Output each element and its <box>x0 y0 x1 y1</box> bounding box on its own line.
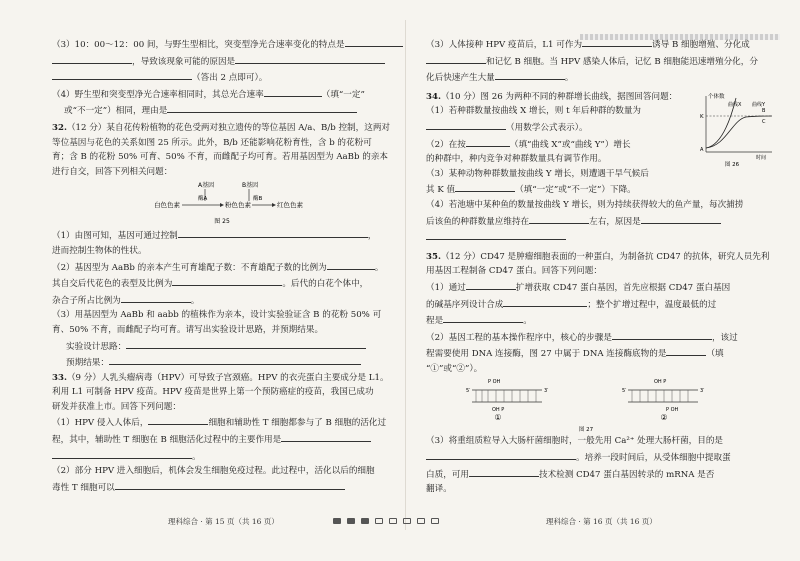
answer-blank[interactable] <box>235 53 385 64</box>
figure-27-caption: 图 27 <box>578 427 594 434</box>
arrowhead <box>272 203 276 207</box>
answer-blank[interactable] <box>582 36 652 47</box>
enzyme-b-label: 酶B <box>253 196 263 203</box>
figure-26-caption: 图 26 <box>724 161 740 168</box>
fragment-1-marker: ① <box>494 413 502 423</box>
dna-fragment-diagram <box>426 376 776 434</box>
point-b-label: B <box>762 107 766 114</box>
answer-blank[interactable] <box>115 479 345 490</box>
answer-blank[interactable] <box>109 354 361 365</box>
k-label: K <box>700 113 704 120</box>
answer-blank[interactable] <box>495 69 565 80</box>
point-a-label: A <box>700 146 704 153</box>
figure-25-caption: 图 25 <box>214 218 230 226</box>
x-axis-label: 时间 <box>756 154 767 161</box>
question-31-continued: （3）10：00～12：00 间，与野生型相比，突变型净光合速率变化的特点是 ，导致该现象可能的原因是 （答出 2 点即可）。 （4）野生型和突变型净光合速率相同时，其总光合速率 （填“一定” 或“不一定”）相同，理由是 <box>52 36 404 119</box>
left-page-column <box>52 36 404 495</box>
pigment-pathway-diagram <box>52 179 404 227</box>
question-32: 32.（12 分）某自花传粉植物的花色受两对独立遗传的等位基因 A/a、B/b 控制，这两对 等位基因与花色的关系如图 25 所示。此外，B/b 还能影响花粉育性，含 b 的花粉可 育；含 B 的花粉 50% 可育、50% 不育，而雌配子均可育。若用基因型为 AaBb 的亲本 进行自交，回答下列相关问题： A基因 B基因 酶A 酶B 白色色素 粉色色素 红色色素 图 25 （1）由图可知，基因可通过控制 ， 进而控制生物体的性状。 （2）基因型为 AaBb 的亲本产生可育雄配子数：不育雄配子数的比例为 。 其自交后代花色的表型及比例为 。后代的白花个体中， 杂合子所占比例为 。 （3）用基因型为 AaBb 和 aabb 的植株作为亲本，设计实验验证含 B 的花粉 50% 可 育、50% 不育，而雌配子均可育。请写出实验设计思路，并预期结果。 实验设计思路： 预期结果： <box>52 121 404 371</box>
answer-blank[interactable] <box>666 345 706 356</box>
page-divider <box>405 20 406 530</box>
page-dot <box>333 518 341 524</box>
footer-right: 理科综合 · 第 16 页（共 16 页） <box>546 517 657 526</box>
white-pigment-label: 白色色素 <box>154 201 180 210</box>
point-c-label: C <box>762 118 766 125</box>
answer-blank[interactable] <box>126 338 366 349</box>
page-dot <box>417 518 425 524</box>
answer-blank[interactable] <box>52 53 132 64</box>
answer-blank[interactable] <box>443 312 523 323</box>
figure-25 <box>52 179 404 227</box>
answer-blank[interactable] <box>52 69 192 80</box>
answer-blank[interactable] <box>529 213 589 224</box>
gene-b-label: B基因 <box>242 182 259 190</box>
label-p-oh-2: P OH <box>666 407 679 414</box>
page-dot <box>403 518 411 524</box>
label-oh-p-1: OH P <box>492 407 505 414</box>
figure-26 <box>696 90 776 168</box>
page-dot <box>347 518 355 524</box>
question-34: 个体数 曲线X 曲线Y K A B C 时间 图 26 34.（10 分）图 26 为两种不同的种群增长曲线，据图回答问题： （1）若种群数量按曲线 X 增长，则 t 年后种群的数量为 （用数学公式表示）。 （2）在按 （填“曲线 X”或“曲线 Y”）增长 的种群中，种内竞争对种群数量具有调节作用。 （3）某种动物种群数量按曲线 Y 增长，则遭遇干旱气候后 其 K 值 （填“一定”或“不一定”）下降。 （4）若池塘中某种鱼的数量按曲线 Y 增长，则为持续获得较大的鱼产量，每次捕捞 后该鱼的种群数量应维持在 左右，原因是 <box>426 90 776 246</box>
curve-x-label: 曲线X <box>728 101 742 108</box>
answer-blank[interactable] <box>178 227 368 238</box>
y-axis-label: 个体数 <box>708 93 725 100</box>
page-dot <box>431 518 439 524</box>
label-5prime: 5′ <box>466 388 471 395</box>
footer-left: 理科综合 · 第 15 页（共 16 页） <box>168 517 279 526</box>
label-p-oh-1: P OH <box>488 379 501 386</box>
fragment-2-marker: ② <box>660 413 668 423</box>
question-33: 33.（9 分）人乳头瘤病毒（HPV）可导致子宫颈癌。HPV 的衣壳蛋白主要成分是 L1。 利用 L1 可制备 HPV 疫苗。HPV 疫苗是世界上第一个预防癌症的疫苗，我国已成功 研发并获准上市。回答下列问题： （1）HPV 侵入人体后， 细胞和辅助性 T 细胞都参与了 B 细胞的活化过 程，其中，辅助性 T 细胞在 B 细胞活化过程中的主要作用是 。 （2）部分 HPV 进入细胞后，机体会发生细胞免疫过程。此过程中，活化以后的细胞 毒性 T 细胞可以 <box>52 372 389 493</box>
arrowhead <box>220 203 224 207</box>
answer-blank[interactable] <box>426 449 576 460</box>
page-dot <box>389 518 397 524</box>
answer-blank[interactable] <box>281 431 371 442</box>
label-oh-p-2: OH P <box>654 379 667 386</box>
answer-blank[interactable] <box>426 229 566 240</box>
answer-blank[interactable] <box>426 119 506 130</box>
answer-blank[interactable] <box>327 259 375 270</box>
answer-blank[interactable] <box>466 136 510 147</box>
page-dot <box>375 518 383 524</box>
right-page-column <box>426 36 776 497</box>
red-pigment-label: 红色色素 <box>277 201 303 210</box>
answer-blank[interactable] <box>52 448 192 459</box>
answer-blank[interactable] <box>172 275 282 286</box>
answer-blank[interactable] <box>167 102 357 113</box>
answer-blank[interactable] <box>612 329 712 340</box>
population-growth-chart <box>696 90 776 168</box>
answer-blank[interactable] <box>503 296 587 307</box>
label-3prime-2: 3′ <box>700 388 705 395</box>
enzyme-a-label: 酶A <box>198 196 208 203</box>
answer-blank[interactable] <box>264 86 322 97</box>
pink-pigment-label: 粉色色素 <box>225 201 251 210</box>
label-3prime: 3′ <box>544 388 549 395</box>
question-33-continued: （3）人体接种 HPV 疫苗后，L1 可作为 诱导 B 细胞增殖、分化成 和记忆 B 细胞。当 HPV 感染人体后，记忆 B 细胞能迅速增殖分化，分 化后快速产生大量 。 <box>426 36 776 86</box>
answer-blank[interactable] <box>469 466 539 477</box>
label-5prime-2: 5′ <box>622 388 627 395</box>
answer-blank[interactable] <box>426 53 486 64</box>
answer-blank[interactable] <box>455 181 515 192</box>
answer-blank[interactable] <box>121 292 191 303</box>
page-dot <box>361 518 369 524</box>
page-indicator-dots <box>330 517 442 526</box>
question-35: 35.（12 分）CD47 是肿瘤细胞表面的一种蛋白，为制备抗 CD47 的抗体，研究人员先利 用基因工程制备 CD47 蛋白。回答下列问题： （1）通过 扩增获取 CD47 蛋白基因，首先应根据 CD47 蛋白基因 的碱基序列设计合成 ；整个扩增过程中，温度最低的过 程是 。 （2）基因工程的基本操作程序中，核心的步骤是 ，该过 程需要使用 DNA 连接酶，图 27 中属于 DNA 连接酶底物的是 （填 “①”或“②”）。 P OH 5′ 3′ OH P ① OH P 5′ 3′ P OH ② 图 27 （3）将重组质粒导入大肠杆菌细胞时，一般先用 Ca²⁺ 处理大肠杆菌，目的是 。培养一段时间后，从受体细胞中提取蛋 白质，可用 技术检测 CD47 蛋白基因转录的 mRNA 是否 翻译。 <box>426 250 776 497</box>
answer-blank[interactable] <box>641 213 721 224</box>
figure-27 <box>426 376 776 434</box>
curve-y-label: 曲线Y <box>752 101 766 108</box>
answer-blank[interactable] <box>345 36 403 47</box>
answer-blank[interactable] <box>148 414 208 425</box>
gene-a-label: A基因 <box>198 182 215 190</box>
answer-blank[interactable] <box>466 279 516 290</box>
